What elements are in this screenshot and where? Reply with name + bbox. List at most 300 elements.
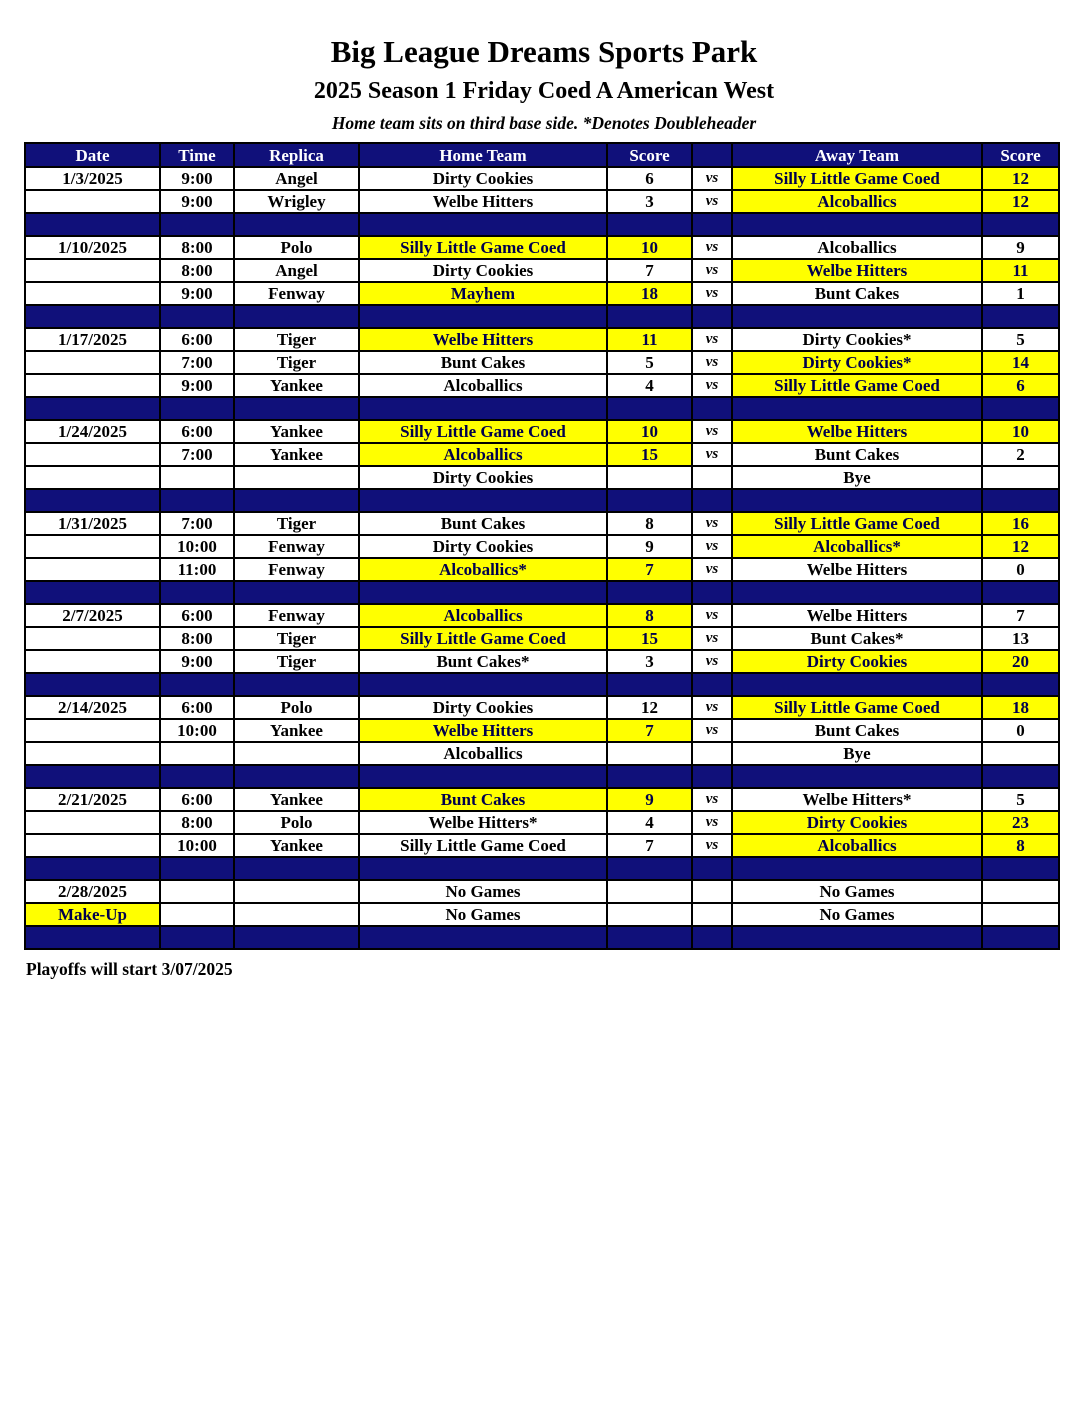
home-score-cell: 8 [607, 512, 692, 535]
separator-row [25, 213, 1059, 236]
home-score-cell: 6 [607, 167, 692, 190]
column-header-away-score: Score [982, 143, 1059, 167]
away-score-cell: 6 [982, 374, 1059, 397]
separator-cell [692, 765, 732, 788]
vs-cell: vs [692, 328, 732, 351]
vs-cell: vs [692, 282, 732, 305]
time-cell: 8:00 [160, 811, 234, 834]
date-cell: Make-Up [25, 903, 160, 926]
separator-cell [732, 305, 982, 328]
separator-cell [732, 673, 982, 696]
time-cell: 6:00 [160, 696, 234, 719]
separator-cell [359, 581, 607, 604]
separator-cell [607, 213, 692, 236]
home-score-cell: 10 [607, 420, 692, 443]
away-team-cell: Alcoballics [732, 236, 982, 259]
separator-cell [692, 213, 732, 236]
separator-cell [234, 397, 359, 420]
home-score-cell: 7 [607, 259, 692, 282]
home-team-cell: Alcoballics [359, 604, 607, 627]
home-score-cell: 15 [607, 443, 692, 466]
replica-cell: Yankee [234, 834, 359, 857]
column-header-away-team: Away Team [732, 143, 982, 167]
vs-cell: vs [692, 535, 732, 558]
time-cell [160, 880, 234, 903]
replica-cell: Polo [234, 236, 359, 259]
time-cell: 9:00 [160, 190, 234, 213]
separator-cell [160, 397, 234, 420]
document-header [0, 0, 1088, 133]
away-score-cell: 20 [982, 650, 1059, 673]
column-header-replica: Replica [234, 143, 359, 167]
date-cell [25, 190, 160, 213]
date-cell [25, 374, 160, 397]
separator-cell [692, 397, 732, 420]
vs-cell [692, 742, 732, 765]
time-cell: 7:00 [160, 351, 234, 374]
replica-cell: Wrigley [234, 190, 359, 213]
away-score-cell: 18 [982, 696, 1059, 719]
home-score-cell [607, 742, 692, 765]
home-score-cell: 15 [607, 627, 692, 650]
date-cell: 2/21/2025 [25, 788, 160, 811]
separator-cell [359, 857, 607, 880]
playoffs-note: Playoffs will start 3/07/2025 [26, 959, 233, 980]
home-score-cell: 8 [607, 604, 692, 627]
header-row [25, 143, 1059, 167]
home-team-cell: Dirty Cookies [359, 696, 607, 719]
away-score-cell [982, 880, 1059, 903]
separator-cell [732, 489, 982, 512]
time-cell: 6:00 [160, 604, 234, 627]
separator-cell [982, 857, 1059, 880]
separator-cell [25, 857, 160, 880]
away-team-cell: Silly Little Game Coed [732, 696, 982, 719]
time-cell [160, 466, 234, 489]
date-cell: 2/28/2025 [25, 880, 160, 903]
away-team-cell: No Games [732, 880, 982, 903]
home-team-cell: Welbe Hitters [359, 328, 607, 351]
separator-cell [732, 213, 982, 236]
game-row [25, 328, 1059, 351]
game-row [25, 719, 1059, 742]
replica-cell: Fenway [234, 558, 359, 581]
separator-cell [160, 581, 234, 604]
time-cell: 10:00 [160, 719, 234, 742]
date-cell [25, 811, 160, 834]
home-team-cell: Silly Little Game Coed [359, 420, 607, 443]
vs-cell [692, 880, 732, 903]
time-cell: 9:00 [160, 167, 234, 190]
replica-cell: Angel [234, 259, 359, 282]
separator-cell [607, 857, 692, 880]
game-row [25, 903, 1059, 926]
date-cell: 1/24/2025 [25, 420, 160, 443]
separator-cell [692, 926, 732, 949]
home-team-cell: Silly Little Game Coed [359, 834, 607, 857]
away-score-cell: 9 [982, 236, 1059, 259]
date-cell [25, 650, 160, 673]
date-cell [25, 627, 160, 650]
separator-cell [607, 673, 692, 696]
separator-cell [732, 926, 982, 949]
home-team-cell: Welbe Hitters* [359, 811, 607, 834]
separator-cell [359, 673, 607, 696]
game-row [25, 696, 1059, 719]
game-row [25, 811, 1059, 834]
game-row [25, 742, 1059, 765]
separator-cell [25, 305, 160, 328]
replica-cell: Tiger [234, 328, 359, 351]
separator-cell [607, 926, 692, 949]
separator-cell [692, 305, 732, 328]
separator-cell [359, 765, 607, 788]
vs-cell: vs [692, 236, 732, 259]
separator-row [25, 397, 1059, 420]
date-cell: 1/17/2025 [25, 328, 160, 351]
home-score-cell: 7 [607, 834, 692, 857]
replica-cell: Tiger [234, 627, 359, 650]
home-score-cell: 10 [607, 236, 692, 259]
replica-cell: Fenway [234, 535, 359, 558]
game-row [25, 788, 1059, 811]
time-cell: 7:00 [160, 443, 234, 466]
home-score-cell: 4 [607, 374, 692, 397]
vs-cell: vs [692, 443, 732, 466]
game-row [25, 535, 1059, 558]
separator-cell [732, 581, 982, 604]
schedule-table [24, 142, 1060, 950]
separator-cell [732, 397, 982, 420]
away-score-cell: 13 [982, 627, 1059, 650]
home-score-cell: 3 [607, 190, 692, 213]
away-score-cell: 14 [982, 351, 1059, 374]
away-score-cell: 0 [982, 719, 1059, 742]
home-team-cell: Welbe Hitters [359, 190, 607, 213]
vs-cell: vs [692, 190, 732, 213]
separator-cell [982, 926, 1059, 949]
separator-row [25, 857, 1059, 880]
date-cell [25, 719, 160, 742]
separator-cell [732, 765, 982, 788]
replica-cell [234, 742, 359, 765]
separator-cell [982, 765, 1059, 788]
home-team-cell: Bunt Cakes [359, 788, 607, 811]
away-team-cell: Silly Little Game Coed [732, 167, 982, 190]
away-team-cell: Dirty Cookies [732, 650, 982, 673]
column-header-time: Time [160, 143, 234, 167]
separator-cell [25, 765, 160, 788]
replica-cell: Fenway [234, 282, 359, 305]
separator-cell [234, 857, 359, 880]
separator-cell [160, 213, 234, 236]
date-cell [25, 282, 160, 305]
away-score-cell: 5 [982, 788, 1059, 811]
home-team-cell: No Games [359, 880, 607, 903]
vs-cell: vs [692, 167, 732, 190]
time-cell: 10:00 [160, 535, 234, 558]
date-cell [25, 742, 160, 765]
home-score-cell: 11 [607, 328, 692, 351]
date-cell: 2/7/2025 [25, 604, 160, 627]
time-cell: 7:00 [160, 512, 234, 535]
away-score-cell: 5 [982, 328, 1059, 351]
home-score-cell: 9 [607, 788, 692, 811]
time-cell: 9:00 [160, 374, 234, 397]
away-score-cell: 0 [982, 558, 1059, 581]
column-header-home-score: Score [607, 143, 692, 167]
replica-cell: Yankee [234, 443, 359, 466]
vs-cell: vs [692, 558, 732, 581]
away-team-cell: Alcoballics [732, 834, 982, 857]
date-cell [25, 834, 160, 857]
separator-cell [607, 489, 692, 512]
game-row [25, 443, 1059, 466]
date-cell [25, 558, 160, 581]
time-cell: 8:00 [160, 236, 234, 259]
home-team-cell: Mayhem [359, 282, 607, 305]
time-cell: 9:00 [160, 650, 234, 673]
away-score-cell: 8 [982, 834, 1059, 857]
replica-cell: Tiger [234, 650, 359, 673]
separator-cell [234, 213, 359, 236]
home-score-cell [607, 880, 692, 903]
away-team-cell: Dirty Cookies [732, 811, 982, 834]
away-team-cell: Dirty Cookies* [732, 351, 982, 374]
away-score-cell: 12 [982, 535, 1059, 558]
schedule-table-body [25, 167, 1059, 949]
vs-cell: vs [692, 811, 732, 834]
home-team-note: Home team sits on third base side. *Denotes Doubleheader [331, 113, 757, 134]
home-team-cell: Dirty Cookies [359, 535, 607, 558]
game-row [25, 512, 1059, 535]
game-row [25, 558, 1059, 581]
separator-cell [25, 581, 160, 604]
home-score-cell: 7 [607, 558, 692, 581]
separator-cell [982, 581, 1059, 604]
page-title: Big League Dreams Sports Park [330, 34, 758, 69]
away-team-cell: Alcoballics [732, 190, 982, 213]
home-team-cell: Silly Little Game Coed [359, 236, 607, 259]
replica-cell: Tiger [234, 351, 359, 374]
separator-cell [160, 673, 234, 696]
away-team-cell: Silly Little Game Coed [732, 512, 982, 535]
home-team-cell: Alcoballics [359, 742, 607, 765]
away-team-cell: No Games [732, 903, 982, 926]
game-row [25, 374, 1059, 397]
date-cell [25, 351, 160, 374]
season-subtitle: 2025 Season 1 Friday Coed A American West [313, 77, 775, 104]
game-row [25, 834, 1059, 857]
time-cell: 10:00 [160, 834, 234, 857]
separator-cell [234, 926, 359, 949]
home-team-cell: Silly Little Game Coed [359, 627, 607, 650]
time-cell: 6:00 [160, 420, 234, 443]
separator-cell [359, 397, 607, 420]
vs-cell: vs [692, 259, 732, 282]
home-score-cell: 3 [607, 650, 692, 673]
replica-cell: Fenway [234, 604, 359, 627]
separator-cell [234, 581, 359, 604]
away-score-cell: 2 [982, 443, 1059, 466]
separator-cell [692, 673, 732, 696]
separator-cell [25, 673, 160, 696]
column-header-home-team: Home Team [359, 143, 607, 167]
vs-cell [692, 466, 732, 489]
separator-cell [359, 305, 607, 328]
home-team-cell: No Games [359, 903, 607, 926]
column-header-vs [692, 143, 732, 167]
away-score-cell: 12 [982, 167, 1059, 190]
away-team-cell: Bye [732, 466, 982, 489]
vs-cell: vs [692, 627, 732, 650]
separator-cell [25, 397, 160, 420]
game-row [25, 650, 1059, 673]
away-score-cell [982, 903, 1059, 926]
separator-cell [692, 489, 732, 512]
separator-cell [982, 213, 1059, 236]
vs-cell: vs [692, 512, 732, 535]
replica-cell: Yankee [234, 719, 359, 742]
game-row [25, 880, 1059, 903]
away-team-cell: Alcoballics* [732, 535, 982, 558]
game-row [25, 604, 1059, 627]
vs-cell: vs [692, 788, 732, 811]
game-row [25, 259, 1059, 282]
away-team-cell: Welbe Hitters [732, 558, 982, 581]
away-team-cell: Bunt Cakes* [732, 627, 982, 650]
separator-cell [607, 581, 692, 604]
separator-cell [25, 213, 160, 236]
separator-cell [692, 857, 732, 880]
time-cell: 6:00 [160, 328, 234, 351]
replica-cell: Yankee [234, 420, 359, 443]
time-cell [160, 742, 234, 765]
separator-cell [160, 765, 234, 788]
time-cell: 6:00 [160, 788, 234, 811]
away-team-cell: Bunt Cakes [732, 719, 982, 742]
separator-cell [732, 857, 982, 880]
game-row [25, 282, 1059, 305]
date-cell: 2/14/2025 [25, 696, 160, 719]
separator-row [25, 489, 1059, 512]
replica-cell: Angel [234, 167, 359, 190]
separator-row [25, 765, 1059, 788]
separator-cell [982, 305, 1059, 328]
separator-cell [982, 397, 1059, 420]
separator-cell [359, 213, 607, 236]
date-cell [25, 535, 160, 558]
separator-cell [160, 926, 234, 949]
away-score-cell [982, 466, 1059, 489]
vs-cell: vs [692, 696, 732, 719]
away-score-cell: 7 [982, 604, 1059, 627]
home-team-cell: Alcoballics* [359, 558, 607, 581]
home-score-cell [607, 466, 692, 489]
replica-cell: Yankee [234, 374, 359, 397]
home-team-cell: Bunt Cakes* [359, 650, 607, 673]
away-team-cell: Bunt Cakes [732, 443, 982, 466]
away-team-cell: Welbe Hitters* [732, 788, 982, 811]
away-score-cell: 10 [982, 420, 1059, 443]
separator-cell [234, 489, 359, 512]
vs-cell: vs [692, 719, 732, 742]
home-score-cell [607, 903, 692, 926]
date-cell: 1/3/2025 [25, 167, 160, 190]
home-score-cell: 4 [607, 811, 692, 834]
away-team-cell: Bye [732, 742, 982, 765]
separator-cell [25, 489, 160, 512]
away-score-cell: 12 [982, 190, 1059, 213]
game-row [25, 236, 1059, 259]
separator-cell [160, 489, 234, 512]
home-score-cell: 5 [607, 351, 692, 374]
vs-cell: vs [692, 351, 732, 374]
replica-cell: Polo [234, 696, 359, 719]
vs-cell [692, 903, 732, 926]
date-cell [25, 259, 160, 282]
game-row [25, 466, 1059, 489]
away-team-cell: Dirty Cookies* [732, 328, 982, 351]
home-score-cell: 7 [607, 719, 692, 742]
vs-cell: vs [692, 374, 732, 397]
replica-cell [234, 903, 359, 926]
separator-cell [607, 397, 692, 420]
separator-row [25, 673, 1059, 696]
home-score-cell: 12 [607, 696, 692, 719]
replica-cell: Yankee [234, 788, 359, 811]
column-header-date: Date [25, 143, 160, 167]
home-team-cell: Dirty Cookies [359, 259, 607, 282]
separator-cell [607, 305, 692, 328]
separator-cell [359, 489, 607, 512]
vs-cell: vs [692, 420, 732, 443]
home-team-cell: Alcoballics [359, 443, 607, 466]
home-score-cell: 9 [607, 535, 692, 558]
separator-cell [234, 673, 359, 696]
separator-cell [692, 581, 732, 604]
away-score-cell: 11 [982, 259, 1059, 282]
home-team-cell: Bunt Cakes [359, 512, 607, 535]
game-row [25, 167, 1059, 190]
home-team-cell: Welbe Hitters [359, 719, 607, 742]
separator-cell [234, 765, 359, 788]
date-cell: 1/31/2025 [25, 512, 160, 535]
separator-row [25, 305, 1059, 328]
separator-cell [982, 673, 1059, 696]
separator-row [25, 581, 1059, 604]
replica-cell [234, 466, 359, 489]
separator-cell [160, 857, 234, 880]
away-team-cell: Welbe Hitters [732, 420, 982, 443]
date-cell [25, 466, 160, 489]
home-team-cell: Bunt Cakes [359, 351, 607, 374]
date-cell: 1/10/2025 [25, 236, 160, 259]
home-score-cell: 18 [607, 282, 692, 305]
time-cell: 8:00 [160, 627, 234, 650]
time-cell: 11:00 [160, 558, 234, 581]
away-score-cell: 1 [982, 282, 1059, 305]
vs-cell: vs [692, 604, 732, 627]
away-team-cell: Bunt Cakes [732, 282, 982, 305]
away-score-cell: 16 [982, 512, 1059, 535]
vs-cell: vs [692, 834, 732, 857]
away-score-cell: 23 [982, 811, 1059, 834]
game-row [25, 627, 1059, 650]
game-row [25, 351, 1059, 374]
separator-cell [234, 305, 359, 328]
date-cell [25, 443, 160, 466]
